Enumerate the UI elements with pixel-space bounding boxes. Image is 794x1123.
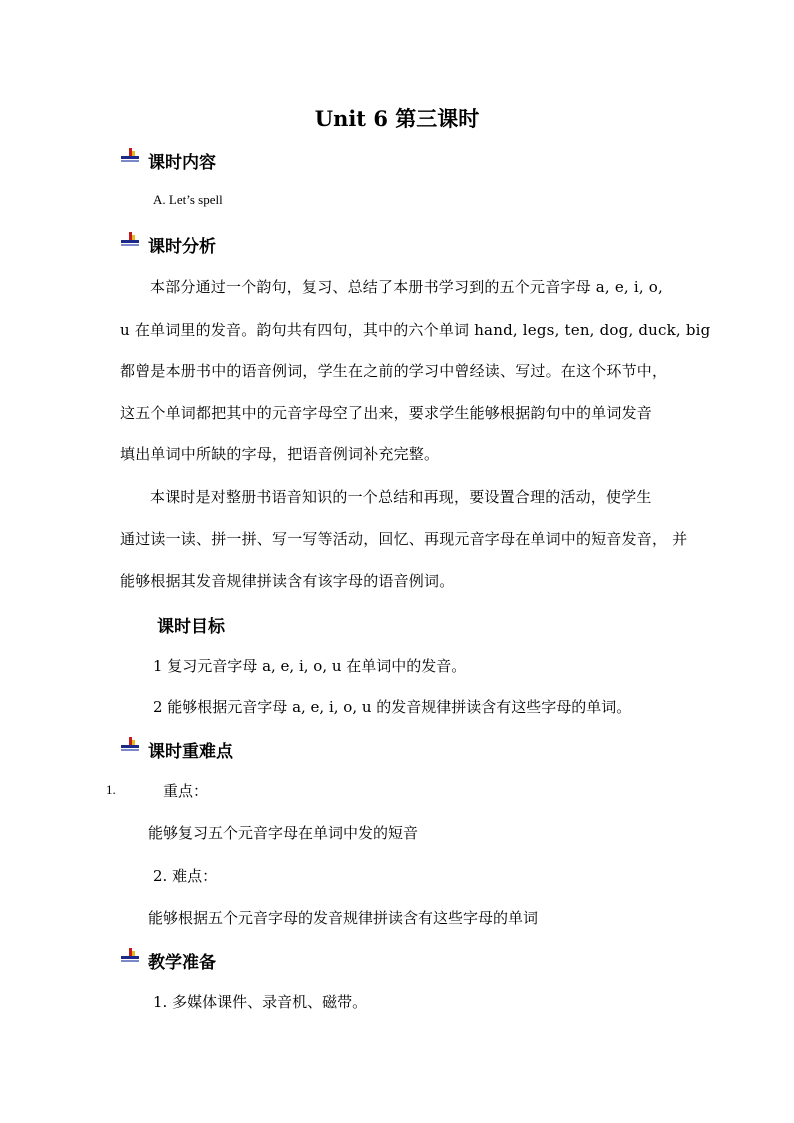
analysis-line: 本部分通过一个韵句，复习、总结了本册书学习到的五个元音字母 a, e, i, o, — [150, 278, 663, 296]
document-title: Unit 6 第三课时 — [314, 106, 480, 131]
list-number: 1. — [106, 782, 116, 797]
goal-item: 1 复习元音字母 a, e, i, o, u 在单词中的发音。 — [153, 657, 467, 675]
keypoint-label: 重点： — [163, 782, 209, 800]
analysis-line: 填出单词中所缺的字母，把语音例词补充完整。 — [120, 445, 440, 463]
prep-text: 1. 多媒体课件、录音机、磁带。 — [153, 993, 368, 1011]
difficulty-text: 能够根据五个元音字母的发音规律拼读含有这些字母的单词 — [148, 909, 539, 927]
section-heading-prep: 教学准备 — [148, 953, 216, 973]
section-heading-analysis: 课时分析 — [148, 237, 216, 257]
content-text: A. Let’s spell — [153, 192, 223, 207]
section-heading-content: 课时内容 — [148, 153, 216, 173]
analysis-line: 这五个单词都把其中的元音字母空了出来，要求学生能够根据韵句中的单词发音 — [120, 404, 653, 422]
bullet-arrow-icon — [120, 736, 140, 754]
bullet-arrow-icon — [120, 231, 140, 249]
section-heading-keypoints: 课时重难点 — [148, 742, 233, 762]
bullet-arrow-icon — [120, 147, 140, 165]
bullet-arrow-icon — [120, 947, 140, 965]
difficulty-label: 2. 难点： — [153, 867, 218, 885]
section-heading-goals: 课时目标 — [157, 617, 225, 637]
analysis-line: 能够根据其发音规律拼读含有该字母的语音例词。 — [120, 572, 455, 590]
goal-item: 2 能够根据元音字母 a, e, i, o, u 的发音规律拼读含有这些字母的单词。 — [153, 698, 632, 716]
analysis-line: 都曾是本册书中的语音例词，学生在之前的学习中曾经读、写过。在这个环节中， — [120, 362, 668, 380]
analysis-line: 通过读一读、拼一拼、写一写等活动，回忆、再现元音字母在单词中的短音发音， 并 — [120, 530, 688, 548]
analysis-line: u 在单词里的发音。韵句共有四句，其中的六个单词 hand, legs, ten, dog, duck, big — [120, 321, 711, 339]
analysis-line: 本课时是对整册书语音知识的一个总结和再现，要设置合理的活动，使学生 — [150, 488, 652, 506]
keypoint-text: 能够复习五个元音字母在单词中发的短音 — [148, 824, 419, 842]
